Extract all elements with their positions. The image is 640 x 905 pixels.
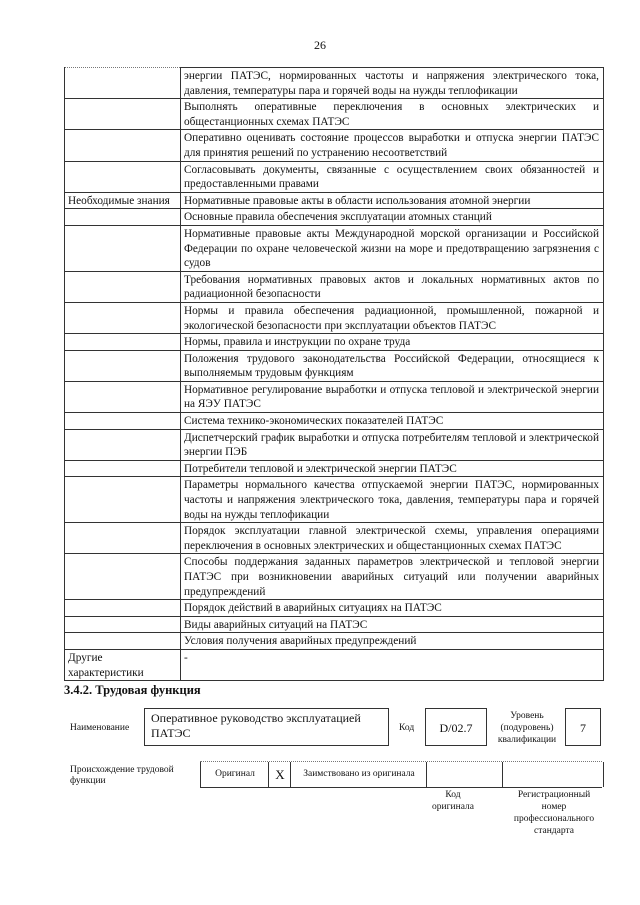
row-label — [65, 209, 181, 226]
row-label — [65, 302, 181, 333]
row-text: Нормативные правовые акты в области использования атомной энергии — [181, 192, 604, 209]
section-title: 3.4.2. Трудовая функция — [64, 683, 201, 697]
table-row — [65, 209, 604, 226]
table-row — [65, 523, 604, 554]
name-label: Наименование — [70, 723, 130, 733]
original-code-label: Код оригинала — [432, 790, 474, 812]
table-row — [65, 633, 604, 650]
row-label — [65, 633, 181, 650]
table-row — [65, 302, 604, 333]
row-label — [65, 161, 181, 192]
level-field: 7 — [565, 708, 601, 746]
table-row — [65, 429, 604, 460]
row-text: Порядок действий в аварийных ситуациях на ПАТЭС — [181, 600, 604, 617]
origin-row — [200, 761, 602, 788]
row-text: Выполнять оперативные переключения в основных электрических и общестанционных схемах ПАТЭС — [181, 99, 604, 130]
original-mark: X — [268, 762, 291, 787]
row-text: Требования нормативных правовых актов и локальных нормативных актов по радиационной безопасности — [181, 271, 604, 302]
row-text: Параметры нормального качества отпускаемой энергии ПАТЭС, нормированных частоты и напряжения электрического тока, давления, температуры пара и горячей воды на нужды теплофикации — [181, 477, 604, 523]
table-row — [65, 381, 604, 412]
origin-label: Происхождение трудовой функции — [70, 765, 174, 786]
row-label — [65, 554, 181, 600]
table-row — [65, 225, 604, 271]
borrowed-cell: Заимствовано из оригинала — [290, 762, 427, 787]
row-text: Порядок эксплуатации главной электрической схемы, управления операциями переключения в основных электрических и общестанционных схемах ПАТЭС — [181, 523, 604, 554]
page-number: 26 — [314, 38, 326, 52]
function-name-field: Оперативное руководство эксплуатацией ПАТЭС — [144, 708, 389, 746]
row-label — [65, 477, 181, 523]
table-row — [65, 460, 604, 477]
row-label — [65, 460, 181, 477]
row-text: - — [181, 649, 604, 680]
row-label: Другие характеристики — [65, 649, 181, 680]
table-row — [65, 192, 604, 209]
knowledge-table — [64, 67, 604, 681]
table-row — [65, 649, 604, 680]
row-label — [65, 429, 181, 460]
registration-number-label: Регистрационный номер профессионального стандарта — [513, 790, 595, 836]
original-cell: Оригинал — [200, 762, 269, 787]
table-row — [65, 600, 604, 617]
row-text: Способы поддержания заданных параметров электрической и тепловой энергии ПАТЭС при возникновении аварийных ситуаций или получении аварийных предупреждений — [181, 554, 604, 600]
level-label: Уровень (подуровень) квалификации — [497, 711, 557, 745]
row-text: Основные правила обеспечения эксплуатации атомных станций — [181, 209, 604, 226]
row-label — [65, 523, 181, 554]
row-label — [65, 68, 181, 99]
row-text: Условия получения аварийных предупреждений — [181, 633, 604, 650]
table-row — [65, 334, 604, 351]
row-text: Согласовывать документы, связанные с осуществлением своих обязанностей и предоставленными правами — [181, 161, 604, 192]
row-text: Оперативно оценивать состояние процессов выработки и отпуска энергии ПАТЭС для принятия решений по устранению несоответствий — [181, 130, 604, 161]
table-row — [65, 350, 604, 381]
table-row — [65, 130, 604, 161]
table-row — [65, 271, 604, 302]
row-text: Нормативные правовые акты Международной морской организации и Российской Федерации по охране человеческой жизни на море и предотвращению загрязнения с судов — [181, 225, 604, 271]
original-code-cell — [426, 762, 503, 787]
table-row — [65, 68, 604, 99]
table-row — [65, 554, 604, 600]
row-label — [65, 350, 181, 381]
row-text: Нормы и правила обеспечения радиационной, промышленной, пожарной и экологической безопасности при эксплуатации объектов ПАТЭС — [181, 302, 604, 333]
row-text: Виды аварийных ситуаций на ПАТЭС — [181, 616, 604, 633]
row-text: Нормативное регулирование выработки и отпуска тепловой и электрической энергии на ЯЭУ ПАТЭС — [181, 381, 604, 412]
table-row — [65, 477, 604, 523]
row-text: энергии ПАТЭС, нормированных частоты и напряжения электрического тока, давления, температуры пара и горячей воды на нужды теплофикации — [181, 68, 604, 99]
row-text: Диспетчерский график выработки и отпуска потребителям тепловой и электрической энергии ПЭБ — [181, 429, 604, 460]
row-label: Необходимые знания — [65, 192, 181, 209]
registration-number-cell — [502, 762, 604, 787]
table-row — [65, 413, 604, 430]
function-code-field: D/02.7 — [425, 708, 487, 746]
row-label — [65, 616, 181, 633]
row-label — [65, 271, 181, 302]
row-label — [65, 99, 181, 130]
row-text: Система технико-экономических показателей ПАТЭС — [181, 413, 604, 430]
row-label — [65, 413, 181, 430]
table-row — [65, 161, 604, 192]
row-label — [65, 130, 181, 161]
row-label — [65, 334, 181, 351]
row-label — [65, 225, 181, 271]
table-row — [65, 616, 604, 633]
code-label: Код — [399, 723, 415, 733]
row-label — [65, 381, 181, 412]
row-text: Потребители тепловой и электрической энергии ПАТЭС — [181, 460, 604, 477]
row-label — [65, 600, 181, 617]
row-text: Положения трудового законодательства Российской Федерации, относящиеся к выполняемым трудовым функциям — [181, 350, 604, 381]
table-row — [65, 99, 604, 130]
row-text: Нормы, правила и инструкции по охране труда — [181, 334, 604, 351]
